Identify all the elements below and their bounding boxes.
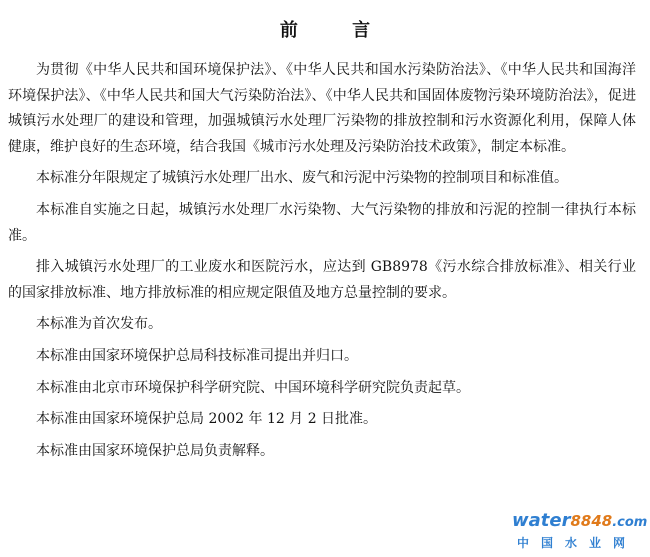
paragraph-purpose: 为贯彻《中华人民共和国环境保护法》、《中华人民共和国水污染防治法》、《中华人民共和国海洋环境保护法》、《中华人民共和国大气污染防治法》、《中华人民共和国固体废物污染环境防治法》，促进城镇污水处理厂的建设和管理，加强城镇污水处理厂污染物的排放控制和污水资源化利用，保障人体健康，维护良好的生态环境，结合我国《城市污水处理及污染防治技术政策》，制定本标准。	[8, 62, 636, 155]
site-watermark-logo	[512, 510, 648, 551]
paragraph-first-release: 本标准为首次发布。	[36, 316, 162, 333]
watermark-chinese: 中国水业网	[516, 536, 637, 550]
paragraph-industrial-wastewater: 排入城镇污水处理厂的工业废水和医院污水，应达到 GB8978《污水综合排放标准》、相关行业的国家排放标准、地方排放标准的相应规定限值及地方总量控制的要求。	[8, 259, 636, 301]
paragraph-drafter: 本标准由北京市环境保护科学研究院、中国环境科学研究院负责起草。	[36, 379, 470, 396]
paragraph-scope: 本标准分年限规定了城镇污水处理厂出水、废气和污泥中污染物的控制项目和标准值。	[36, 170, 568, 187]
watermark-number: 8848	[570, 512, 613, 530]
watermark-suffix: .com	[612, 515, 648, 530]
paragraph-approval: 本标准由国家环境保护总局 2002 年 12 月 2 日批准。	[36, 411, 378, 428]
paragraph-implementation: 本标准自实施之日起，城镇污水处理厂水污染物、大气污染物的排放和污泥的控制一律执行本标准。	[8, 201, 636, 244]
document-body	[8, 58, 636, 470]
page-title: 前 言	[279, 20, 395, 41]
paragraph-proposer: 本标准由国家环境保护总局科技标准司提出并归口。	[36, 347, 358, 364]
watermark-brand: water	[512, 510, 571, 531]
paragraph-interpretation: 本标准由国家环境保护总局负责解释。	[36, 442, 274, 459]
